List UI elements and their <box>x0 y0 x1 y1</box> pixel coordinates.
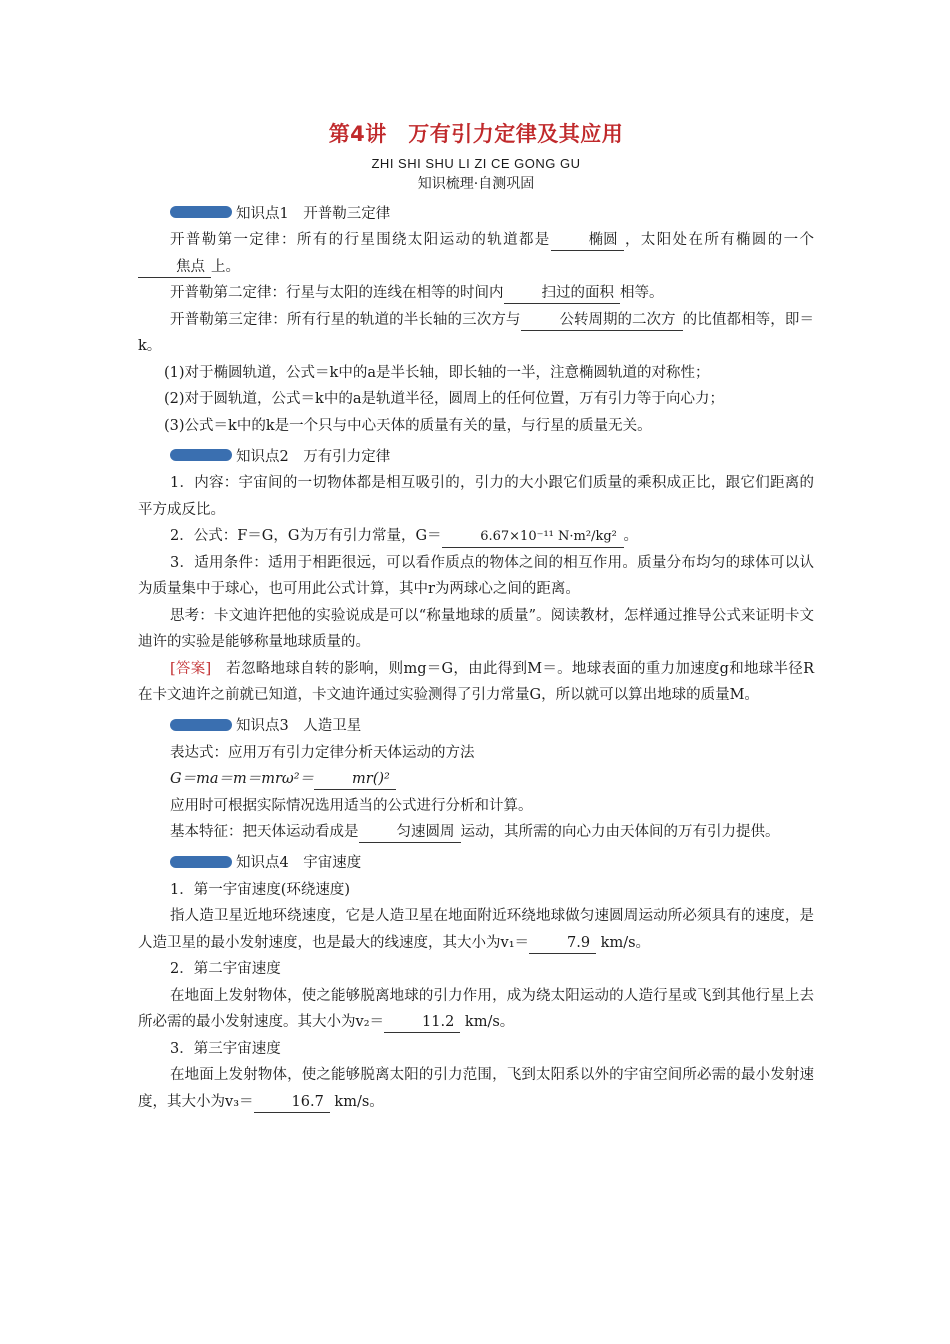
law1-text-b: ，太阳处在所有椭圆的一个 <box>623 232 815 248</box>
gravity-formula <box>138 523 814 550</box>
satellite-expression: 表达式：应用万有引力定律分析天体运动的方法 <box>170 744 475 761</box>
kp2-heading <box>170 443 814 467</box>
v1-title: 1．第一宇宙速度(环绕速度) <box>170 881 351 898</box>
law3-text-b: 的比值都相等，即＝k。 <box>138 311 815 354</box>
kp4-heading-text: 知识点4 宇宙速度 <box>236 855 362 871</box>
satellite-formula <box>138 766 814 793</box>
v2-title: 2．第二宇宙速度 <box>170 961 281 977</box>
note-2: (2)对于圆轨道，公式＝k中的a是轨道半径，圆周上的任何位置，万有引力等于向心力； <box>164 391 724 407</box>
v2-text-b: km/s。 <box>460 1014 515 1030</box>
v3-text-a: 在地面上发射物体，使之能够脱离太阳的引力范围，飞到太阳系以外的宇宙空间所必需的最小发射速度，其大小为v₃＝ <box>138 1067 814 1110</box>
heading-bar-icon <box>170 206 232 218</box>
fill-blank-v1: 7.9 <box>529 933 596 954</box>
page-title: 第4讲 万有引力定律及其应用 <box>328 122 624 146</box>
fill-blank-ellipse: 椭圆 <box>551 230 624 251</box>
satellite-usage: 应用时可根据实际情况选用适当的公式进行分析和计算。 <box>170 797 533 814</box>
answer-label: [答案] <box>170 660 212 677</box>
gravity-content: 1．内容：宇宙间的一切物体都是相互吸引的，引力的大小跟它们质量的乘积成正比，跟它们距离的平方成反比。 <box>138 475 814 518</box>
fill-blank-v2: 11.2 <box>384 1012 460 1033</box>
section-subtitle: 知识梳理·自测巩固 <box>417 176 535 192</box>
answer-paragraph <box>138 656 814 709</box>
kepler-law-3 <box>138 307 814 360</box>
satellite-formula-text: G＝ma＝m＝mrω²＝ <box>170 771 315 787</box>
note-3: (3)公式＝k中的k是一个只与中心天体的质量有关的量，与行星的质量无关。 <box>164 417 652 434</box>
heading-bar-icon <box>170 856 232 868</box>
kepler-law-2 <box>138 280 814 307</box>
v2-text <box>138 983 814 1036</box>
law1-text-a: 开普勒第一定律：所有的行星围绕太阳运动的轨道都是 <box>170 232 551 248</box>
fill-blank-period: 公转周期的二次方 <box>521 310 683 331</box>
fill-blank-area: 扫过的面积 <box>504 283 621 304</box>
law2-text-b: 相等。 <box>620 285 664 301</box>
think-question: 思考：卡文迪许把他的实验说成是可以“称量地球的质量”。阅读教材，怎样通过推导公式来证明卡文迪许的实验是能够称量地球质量的。 <box>138 607 814 650</box>
v1-text-a: 指人造卫星近地环绕速度，它是人造卫星在地面附近环绕地球做匀速圆周运动所必须具有的速度，是人造卫星的最小发射速度，也是最大的线速度，其大小为v₁＝ <box>138 908 814 951</box>
kp1-heading-text: 知识点1 开普勒三定律 <box>236 205 391 222</box>
fill-blank-uniform-circular: 匀速圆周 <box>359 822 461 843</box>
satellite-basic <box>138 819 814 846</box>
note-1: (1)对于椭圆轨道，公式＝k中的a是半长轴，即长轴的一半，注意椭圆轨道的对称性； <box>164 364 710 381</box>
fill-blank-focus: 焦点 <box>138 257 211 278</box>
kp3-heading <box>170 713 814 737</box>
law2-text-a: 开普勒第二定律：行星与太阳的连线在相等的时间内 <box>170 285 504 301</box>
kp4-heading <box>170 850 814 874</box>
basic-text-a: 基本特征：把天体运动看成是 <box>170 824 359 840</box>
law3-text-a: 开普勒第三定律：所有行星的轨道的半长轴的三次方与 <box>170 311 521 328</box>
v3-text-b: km/s。 <box>329 1093 384 1110</box>
basic-text-b: 运动，其所需的向心力由天体间的万有引力提供。 <box>460 824 780 840</box>
fill-blank-mr: mr()² <box>314 769 396 790</box>
v3-text <box>138 1062 814 1115</box>
answer-text: 若忽略地球自转的影响，则mg＝G，由此得到M＝。地球表面的重力加速度g和地球半径R在卡文迪许之前就已知道，卡文迪许通过实验测得了引力常量G，所以就可以算出地球的质量M。 <box>138 660 814 703</box>
heading-bar-icon <box>170 449 232 461</box>
formula-text-a: 2．公式：F＝G，G为万有引力常量，G＝ <box>170 528 442 544</box>
kepler-law-1 <box>138 227 814 280</box>
v3-title: 3．第三宇宙速度 <box>170 1040 281 1057</box>
v1-text <box>138 903 814 956</box>
heading-bar-icon <box>170 719 232 731</box>
v2-text-a: 在地面上发射物体，使之能够脱离地球的引力作用，成为绕太阳运动的人造行星或飞到其他行星上去所必需的最小发射速度。其大小为v₂＝ <box>138 987 814 1030</box>
kp3-heading-text: 知识点3 人造卫星 <box>236 718 362 734</box>
kp2-heading-text: 知识点2 万有引力定律 <box>236 448 391 465</box>
pinyin-heading: ZHI SHI SHU LI ZI CE GONG GU <box>371 156 581 171</box>
fill-blank-v3: 16.7 <box>254 1092 330 1113</box>
document-page <box>138 118 814 1115</box>
law1-text-c: 上。 <box>211 258 240 275</box>
kp1-heading <box>170 200 814 224</box>
gravity-conditions: 3．适用条件：适用于相距很远，可以看作质点的物体之间的相互作用。质量分布均匀的球体可以认为质量集中于球心，也可用此公式计算，其中r为两球心之间的距离。 <box>138 554 814 597</box>
v1-text-b: km/s。 <box>596 934 651 951</box>
formula-text-b: 。 <box>623 528 639 544</box>
fill-blank-constant: 6.67×10⁻¹¹ N·m²/kg² <box>442 527 624 548</box>
